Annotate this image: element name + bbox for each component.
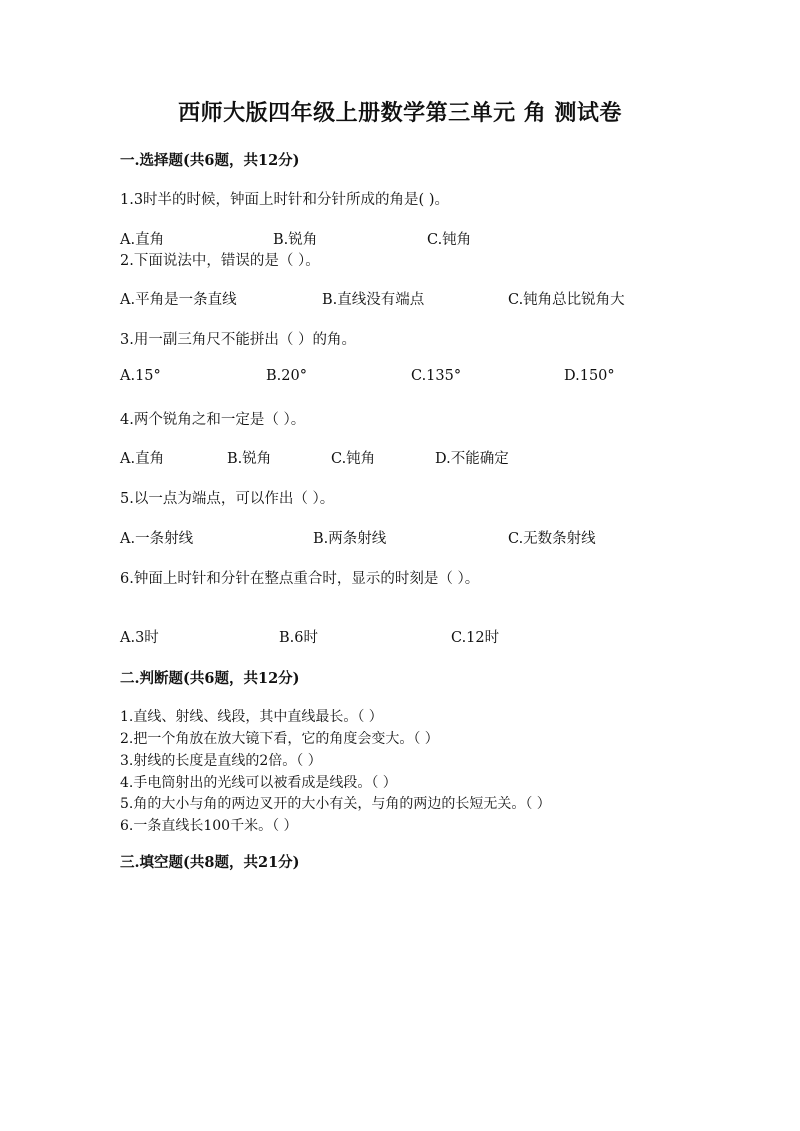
page-title: 西师大版四年级上册数学第三单元 角 测试卷 [178, 100, 622, 126]
judgement-item-4: 4.手电筒射出的光线可以被看成是线段。（ ） [120, 775, 397, 791]
q2-option-c: C.钝角总比锐角大 [508, 292, 625, 308]
judgement-item-6: 6.一条直线长100千米。（ ） [120, 818, 298, 834]
q5-option-a: A.一条射线 [120, 531, 194, 547]
q4-option-a: A.直角 [120, 451, 165, 467]
q4-option-b: B.锐角 [227, 451, 272, 467]
q3-option-c: C.135° [411, 368, 462, 384]
q2-option-b: B.直线没有端点 [322, 292, 425, 308]
q4-option-d: D.不能确定 [435, 451, 509, 467]
q1-option-a: A.直角 [120, 232, 165, 248]
question-6: 6.钟面上时针和分针在整点重合时，显示的时刻是（ ）。 [120, 571, 480, 587]
q1-option-b: B.锐角 [273, 232, 318, 248]
section-heading-judgement: 二.判断题(共6题，共12分) [120, 670, 300, 687]
question-4: 4.两个锐角之和一定是（ ）。 [120, 412, 306, 428]
question-1: 1.3时半的时候，钟面上时针和分针所成的角是( )。 [120, 192, 449, 208]
q6-option-b: B.6时 [279, 630, 318, 646]
judgement-item-1: 1.直线、射线、线段，其中直线最长。（ ） [120, 709, 383, 725]
q2-option-a: A.平角是一条直线 [120, 292, 237, 308]
question-5: 5.以一点为端点，可以作出（ ）。 [120, 491, 335, 507]
section-heading-fill-blank: 三.填空题(共8题，共21分) [120, 854, 300, 871]
question-3: 3.用一副三角尺不能拼出（ ）的角。 [120, 332, 356, 348]
judgement-item-5: 5.角的大小与角的两边叉开的大小有关，与角的两边的长短无关。（ ） [120, 796, 551, 812]
q6-option-a: A.3时 [120, 630, 159, 646]
q6-option-c: C.12时 [451, 630, 500, 646]
q3-option-b: B.20° [266, 368, 307, 384]
q1-option-c: C.钝角 [427, 232, 472, 248]
judgement-item-2: 2.把一个角放在放大镜下看，它的角度会变大。（ ） [120, 731, 439, 747]
q4-option-c: C.钝角 [331, 451, 376, 467]
q3-option-d: D.150° [564, 368, 615, 384]
judgement-item-3: 3.射线的长度是直线的2倍。（ ） [120, 753, 322, 769]
q3-option-a: A.15° [120, 368, 161, 384]
q5-option-b: B.两条射线 [313, 531, 387, 547]
question-2: 2.下面说法中，错误的是（ ）。 [120, 253, 320, 269]
section-heading-choice: 一.选择题(共6题，共12分) [120, 152, 300, 169]
q5-option-c: C.无数条射线 [508, 531, 596, 547]
